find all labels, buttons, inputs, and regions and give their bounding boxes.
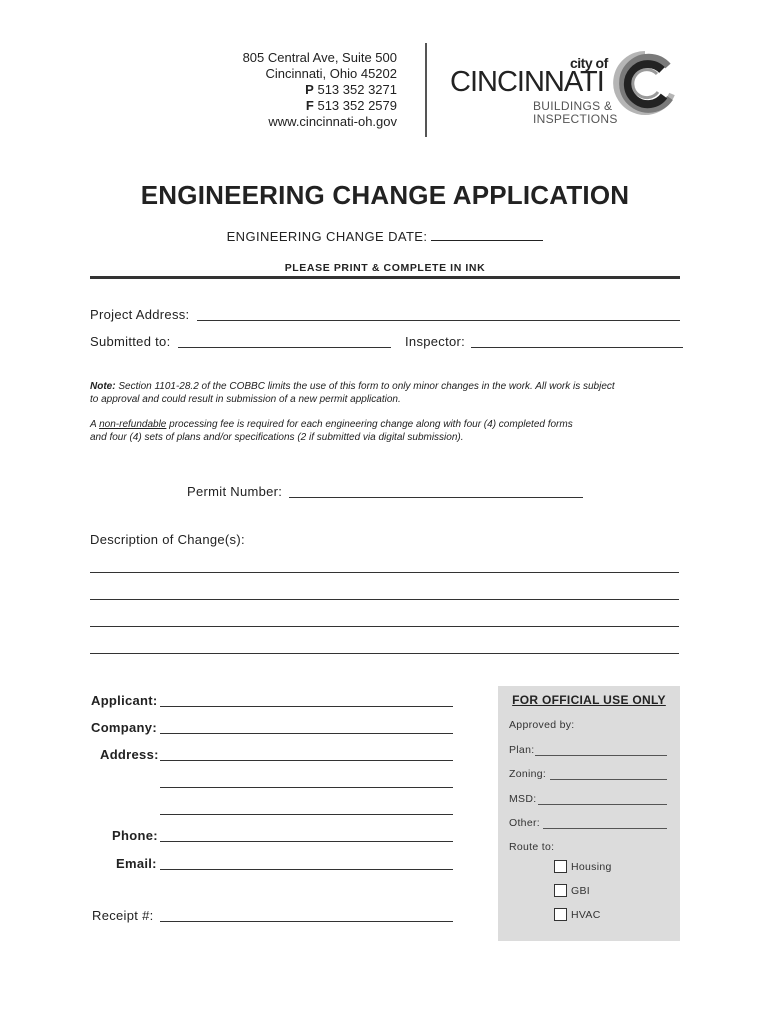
fee-text-a: A xyxy=(90,419,97,430)
official-use-title: FOR OFFICIAL USE ONLY xyxy=(512,693,666,707)
phone-prefix: P xyxy=(305,82,314,97)
msd-field[interactable] xyxy=(538,803,667,805)
description-line-2[interactable] xyxy=(90,598,679,600)
note-line-1 xyxy=(90,380,690,393)
logo-cincinnati: CINCINNATI xyxy=(450,66,604,98)
logo-city-of: city of xyxy=(570,55,608,71)
gbi-label: GBI xyxy=(571,885,590,897)
logo-department xyxy=(533,99,618,126)
fee-text-b: processing fee is required for each engineering change along with four (4) completed forms xyxy=(169,419,573,430)
submitted-to-label: Submitted to: xyxy=(90,334,171,349)
print-note: PLEASE PRINT & COMPLETE IN INK xyxy=(284,262,486,274)
other-label: Other: xyxy=(509,817,540,829)
submitted-to-field[interactable] xyxy=(178,346,391,348)
fee-line-2: and four (4) sets of plans and/or specifications (2 if submitted via digital submission). xyxy=(90,432,464,443)
fee-non-refundable: non-refundable xyxy=(99,419,167,430)
phone-field[interactable] xyxy=(160,840,453,842)
company-label: Company: xyxy=(91,720,157,735)
email-field[interactable] xyxy=(160,868,453,870)
header-rule xyxy=(90,276,680,279)
zoning-field[interactable] xyxy=(550,778,667,780)
housing-label: Housing xyxy=(571,861,612,873)
company-field[interactable] xyxy=(160,732,453,734)
address-line-2: Cincinnati, Ohio 45202 xyxy=(265,66,397,81)
description-line-1[interactable] xyxy=(90,571,679,573)
hvac-label: HVAC xyxy=(571,909,601,921)
applicant-label: Applicant: xyxy=(91,693,158,708)
zoning-label: Zoning: xyxy=(509,768,547,780)
email-label: Email: xyxy=(116,856,157,871)
logo-dept-line-1: BUILDINGS & xyxy=(533,99,613,113)
project-address-label: Project Address: xyxy=(90,307,190,322)
description-line-3[interactable] xyxy=(90,625,679,627)
office-address-block xyxy=(180,50,397,130)
date-label: ENGINEERING CHANGE DATE: xyxy=(226,229,428,244)
receipt-label: Receipt #: xyxy=(92,908,154,923)
plan-label: Plan: xyxy=(509,744,535,756)
address-line-field-2[interactable] xyxy=(160,786,453,788)
other-field[interactable] xyxy=(543,827,667,829)
fee-note xyxy=(90,418,690,444)
approved-by-label: Approved by: xyxy=(509,719,575,731)
address-label: Address: xyxy=(100,747,159,762)
note-text: Section 1101-28.2 of the COBBC limits the use of this form to only minor changes in the work. All work is subject xyxy=(118,381,615,392)
fee-line-1 xyxy=(90,418,690,431)
phone-line xyxy=(180,82,397,98)
note-line-2: to approval and could result in submission of a new permit application. xyxy=(90,394,401,405)
phone-label: Phone: xyxy=(112,828,158,843)
fax-number: 513 352 2579 xyxy=(317,98,397,113)
fax-prefix: F xyxy=(305,98,314,113)
description-line-4[interactable] xyxy=(90,652,679,654)
date-field[interactable] xyxy=(431,229,543,241)
hvac-checkbox[interactable] xyxy=(554,908,567,921)
website-link[interactable]: www.cincinnati-oh.gov xyxy=(268,114,397,129)
cobbc-note xyxy=(90,380,690,406)
project-address-field[interactable] xyxy=(197,319,680,321)
address-line-field-3[interactable] xyxy=(160,813,453,815)
address-line-field-1[interactable] xyxy=(160,759,453,761)
gbi-checkbox[interactable] xyxy=(554,884,567,897)
note-prefix: Note: xyxy=(90,381,116,392)
route-to-label: Route to: xyxy=(509,841,555,853)
form-title: ENGINEERING CHANGE APPLICATION xyxy=(140,180,630,210)
logo-dept-line-2: INSPECTIONS xyxy=(533,112,618,126)
msd-label: MSD: xyxy=(509,793,537,805)
inspector-field[interactable] xyxy=(471,346,683,348)
phone-number: 513 352 3271 xyxy=(317,82,397,97)
permit-number-label: Permit Number: xyxy=(187,484,283,499)
permit-number-field[interactable] xyxy=(289,496,583,498)
engineering-change-date xyxy=(0,229,770,244)
description-label: Description of Change(s): xyxy=(90,532,245,547)
cincinnati-c-logo-icon xyxy=(612,50,678,116)
header-divider xyxy=(425,43,427,137)
inspector-label: Inspector: xyxy=(405,334,466,349)
address-line-1: 805 Central Ave, Suite 500 xyxy=(242,50,397,65)
applicant-field[interactable] xyxy=(160,705,453,707)
official-use-box xyxy=(498,686,680,941)
fax-line xyxy=(180,98,397,114)
plan-field[interactable] xyxy=(535,754,667,756)
receipt-field[interactable] xyxy=(160,920,453,922)
housing-checkbox[interactable] xyxy=(554,860,567,873)
